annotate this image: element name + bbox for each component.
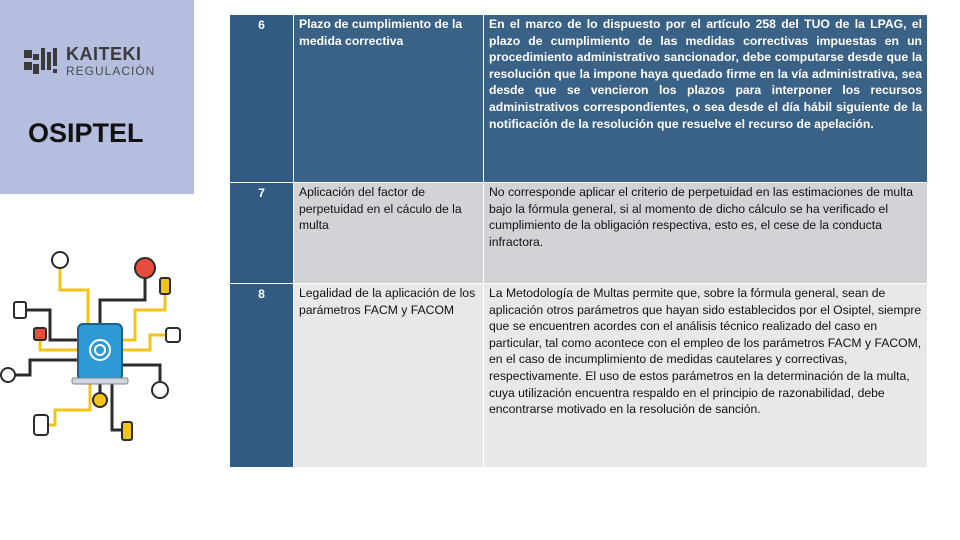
row-number: 8	[230, 284, 294, 468]
table-row	[230, 15, 928, 183]
row-description: No corresponde aplicar el criterio de perpetuidad en las estimaciones de multa bajo la fórmula general, si al momento de dicho cálculo se ha verificado el cumplimiento de la obligación respectiva, esto es, el cese de la conducta infractora.	[484, 183, 928, 284]
kaiteki-logo	[24, 44, 155, 78]
row-description: En el marco de lo dispuesto por el artículo 258 del TUO de la LPAG, el plazo de cumplimiento de las medidas correctivas impuestas en un procedimiento administrativo sancionador, debe computarse desde que la resolución que la impone haya quedado firme en la vía administrativa, sea desde que se vencieron los plazos para interponer los recursos administrativos correspondientes, o sea desde el día hábil siguiente de la notificación de la resolución que resuelve el recurso de apelación.	[484, 15, 928, 183]
table-row	[230, 284, 928, 468]
kaiteki-logo-icon	[24, 44, 58, 78]
row-number: 7	[230, 183, 294, 284]
brand-subtitle: REGULACIÓN	[66, 64, 156, 78]
network-illustration-icon	[0, 250, 194, 460]
organization-title: OSIPTEL	[28, 118, 144, 148]
row-title: Legalidad de la aplicación de los parámetros FACM y FACOM	[294, 284, 484, 468]
brand-panel	[0, 0, 194, 194]
row-title: Aplicación del factor de perpetuidad en el cáculo de la multa	[294, 183, 484, 284]
corrective-measures-table	[229, 14, 928, 468]
brand-name: KAITEKI	[66, 44, 142, 64]
row-number: 6	[230, 15, 294, 183]
table-row	[230, 183, 928, 284]
row-title: Plazo de cumplimiento de la medida correctiva	[294, 15, 484, 183]
row-description: La Metodología de Multas permite que, sobre la fórmula general, sean de aplicación otros parámetros que hayan sido establecidos por el Osiptel, siempre que se encuentren acordes con el análisis técnico realizado del caso en particular, tal como acontece con el empleo de los parámetros FACM y FACOM, en el caso de incumplimiento de medidas cautelares y correctivas, respectivamente. El uso de estos parámetros en la determinación de la multa, cuya utilización encuentra respaldo en el principio de razonabilidad, debe encontrarse motivado en la resolución de sanción.	[484, 284, 928, 468]
